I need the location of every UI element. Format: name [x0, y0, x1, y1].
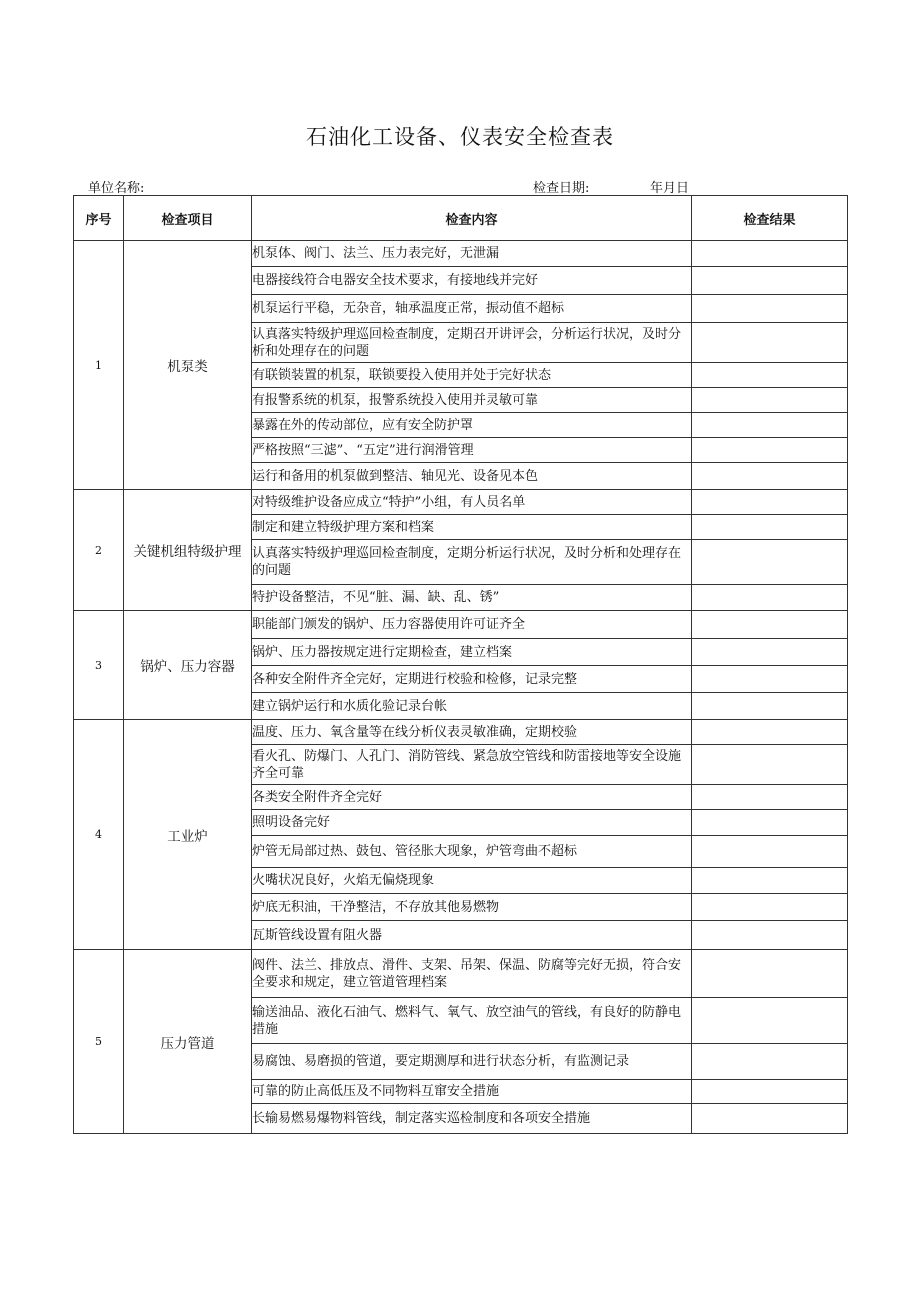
table-header-row — [74, 196, 848, 241]
result-cell[interactable] — [692, 998, 848, 1044]
result-cell[interactable] — [692, 745, 848, 785]
inspection-content: 建立锅炉运行和水质化验记录台帐 — [252, 693, 692, 720]
inspection-category: 压力管道 — [124, 950, 252, 1134]
unit-name-label: 单位名称: — [88, 181, 145, 196]
row-number: 4 — [74, 720, 124, 950]
result-cell[interactable] — [692, 810, 848, 836]
page-title: 石油化工设备、仪表安全检查表 — [306, 125, 614, 149]
column-header-result: 检查结果 — [692, 196, 848, 241]
inspection-content: 输送油品、液化石油气、燃料气、氧气、放空油气的管线，有良好的防静电措施 — [252, 998, 692, 1044]
result-cell[interactable] — [692, 363, 848, 388]
row-number: 5 — [74, 950, 124, 1134]
result-cell[interactable] — [692, 241, 848, 267]
inspection-content: 有报警系统的机泵，报警系统投入使用并灵敏可靠 — [252, 388, 692, 413]
inspection-content: 易腐蚀、易磨损的管道，要定期测厚和进行状态分析，有监测记录 — [252, 1044, 692, 1080]
inspection-content: 各类安全附件齐全完好 — [252, 785, 692, 810]
inspection-content: 炉底无积油，干净整洁，不存放其他易燃物 — [252, 894, 692, 921]
result-cell[interactable] — [692, 540, 848, 585]
inspection-content: 看火孔、防爆门、人孔门、消防管线、紧急放空管线和防雷接地等安全设施齐全可靠 — [252, 745, 692, 785]
inspection-category: 锅炉、压力容器 — [124, 611, 252, 720]
column-header-item: 检查项目 — [124, 196, 252, 241]
result-cell[interactable] — [692, 323, 848, 363]
inspection-content: 阀件、法兰、排放点、滑件、支架、吊架、保温、防腐等完好无损，符合安全要求和规定，建立管道管理档案 — [252, 950, 692, 998]
result-cell[interactable] — [692, 666, 848, 693]
result-cell[interactable] — [692, 295, 848, 323]
inspection-content: 机泵运行平稳，无杂音，轴承温度正常，振动值不超标 — [252, 295, 692, 323]
table-row — [74, 950, 848, 998]
result-cell[interactable] — [692, 639, 848, 666]
inspection-content: 可靠的防止高低压及不同物料互窜安全措施 — [252, 1080, 692, 1104]
result-cell[interactable] — [692, 921, 848, 950]
inspection-content: 照明设备完好 — [252, 810, 692, 836]
table-row — [74, 490, 848, 515]
result-cell[interactable] — [692, 388, 848, 413]
inspection-content: 运行和备用的机泵做到整洁、轴见光、设备见本色 — [252, 463, 692, 490]
result-cell[interactable] — [692, 785, 848, 810]
inspection-content: 制定和建立特级护理方案和档案 — [252, 515, 692, 540]
inspection-content: 特护设备整洁，不见“脏、漏、缺、乱、锈” — [252, 585, 692, 611]
inspection-table — [73, 195, 848, 1134]
inspection-content: 对特级维护设备应成立“特护”小组，有人员名单 — [252, 490, 692, 515]
result-cell[interactable] — [692, 515, 848, 540]
inspection-content: 锅炉、压力器按规定进行定期检查，建立档案 — [252, 639, 692, 666]
inspection-content: 温度、压力、氧含量等在线分析仪表灵敏准确，定期校验 — [252, 720, 692, 745]
inspection-content: 职能部门颁发的锅炉、压力容器使用许可证齐全 — [252, 611, 692, 639]
result-cell[interactable] — [692, 463, 848, 490]
inspection-content: 炉管无局部过热、鼓包、管径胀大现象，炉管弯曲不超标 — [252, 836, 692, 868]
result-cell[interactable] — [692, 894, 848, 921]
result-cell[interactable] — [692, 950, 848, 998]
result-cell[interactable] — [692, 1104, 848, 1134]
row-number: 2 — [74, 490, 124, 611]
check-date-label: 检查日期: — [533, 181, 590, 196]
inspection-content: 认真落实特级护理巡回检查制度，定期分析运行状况，及时分析和处理存在的问题 — [252, 540, 692, 585]
row-number: 3 — [74, 611, 124, 720]
result-cell[interactable] — [692, 413, 848, 438]
result-cell[interactable] — [692, 1080, 848, 1104]
result-cell[interactable] — [692, 267, 848, 295]
inspection-category: 机泵类 — [124, 241, 252, 490]
inspection-category: 关键机组特级护理 — [124, 490, 252, 611]
inspection-content: 机泵体、阀门、法兰、压力表完好，无泄漏 — [252, 241, 692, 267]
result-cell[interactable] — [692, 693, 848, 720]
result-cell[interactable] — [692, 585, 848, 611]
column-header-content: 检查内容 — [252, 196, 692, 241]
column-header-number: 序号 — [74, 196, 124, 241]
table-row — [74, 241, 848, 267]
check-date-value: 年月日 — [650, 181, 690, 196]
row-number: 1 — [74, 241, 124, 490]
table-row — [74, 611, 848, 639]
inspection-content: 火嘴状况良好，火焰无偏烧现象 — [252, 868, 692, 894]
inspection-content: 认真落实特级护理巡回检查制度，定期召开讲评会，分析运行状况，及时分析和处理存在的问题 — [252, 323, 692, 363]
table-row — [74, 720, 848, 745]
inspection-content: 暴露在外的传动部位，应有安全防护罩 — [252, 413, 692, 438]
result-cell[interactable] — [692, 438, 848, 463]
result-cell[interactable] — [692, 490, 848, 515]
result-cell[interactable] — [692, 1044, 848, 1080]
result-cell[interactable] — [692, 868, 848, 894]
inspection-content: 长输易燃易爆物料管线，制定落实巡检制度和各项安全措施 — [252, 1104, 692, 1134]
result-cell[interactable] — [692, 611, 848, 639]
inspection-content: 瓦斯管线设置有阻火器 — [252, 921, 692, 950]
result-cell[interactable] — [692, 836, 848, 868]
inspection-content: 电器接线符合电器安全技术要求，有接地线并完好 — [252, 267, 692, 295]
inspection-content: 各种安全附件齐全完好，定期进行校验和检修，记录完整 — [252, 666, 692, 693]
result-cell[interactable] — [692, 720, 848, 745]
inspection-content: 有联锁装置的机泵，联锁要投入使用并处于完好状态 — [252, 363, 692, 388]
inspection-category: 工业炉 — [124, 720, 252, 950]
inspection-content: 严格按照“三滤”、“五定”进行润滑管理 — [252, 438, 692, 463]
